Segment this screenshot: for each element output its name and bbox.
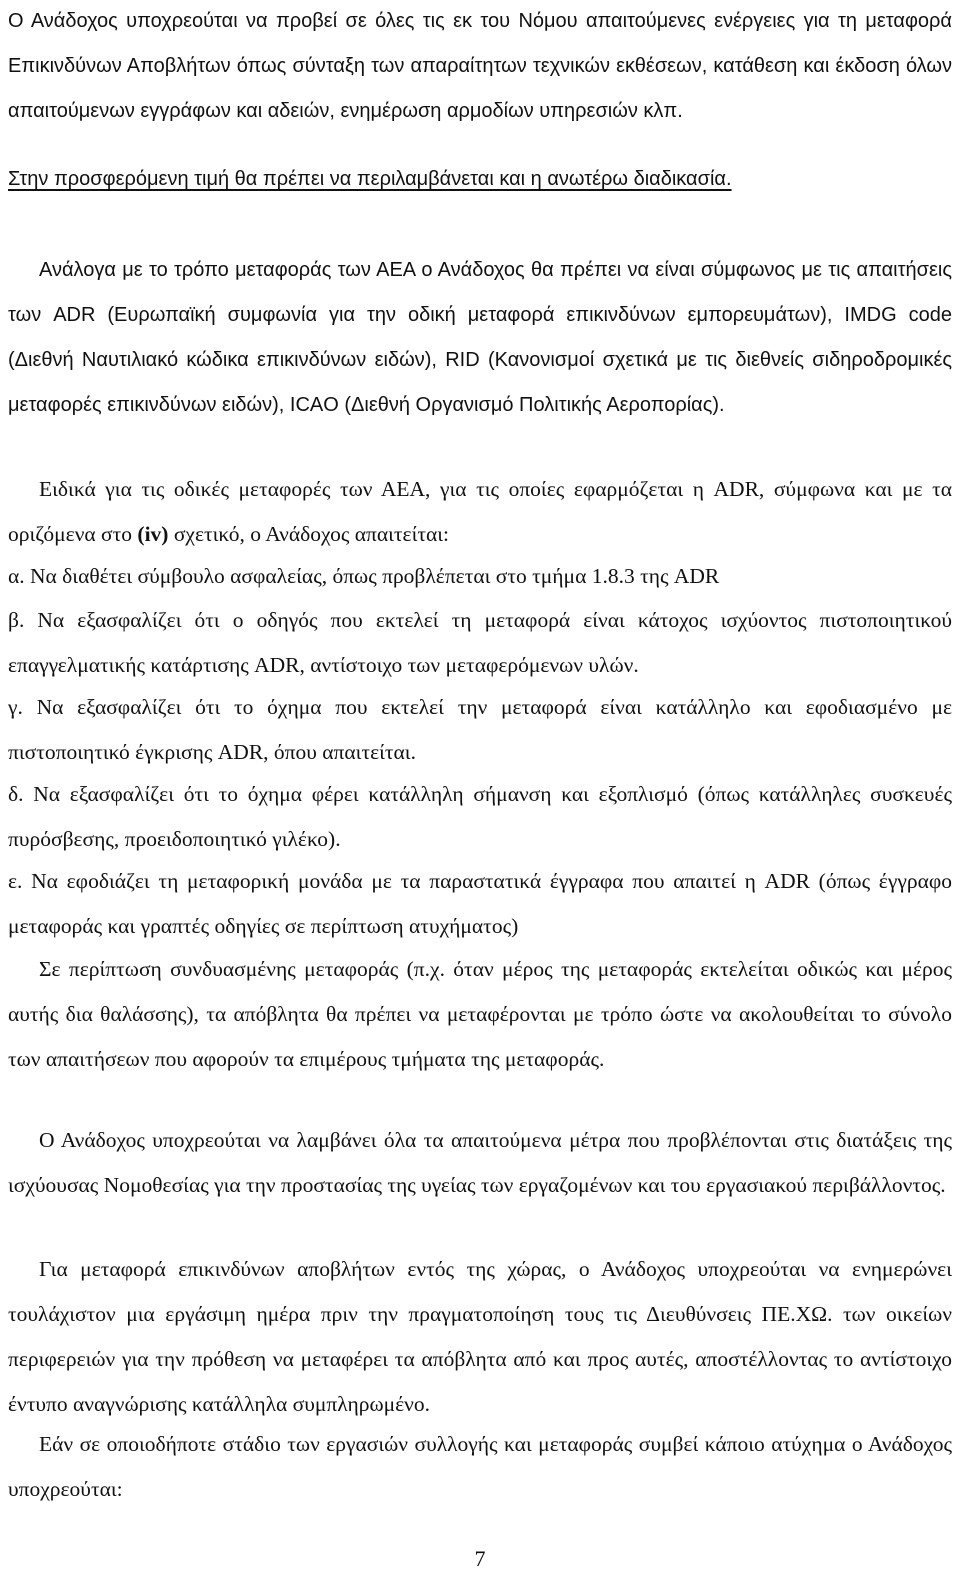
list-item-a: α. Να διαθέτει σύμβουλο ασφαλείας, όπως προβλέπεται στο τμήμα 1.8.3 της ADR xyxy=(8,564,720,588)
page-number: 7 xyxy=(474,1546,486,1571)
road-text-before: Ειδικά για τις οδικές μεταφορές των ΑΕΑ, για τις οποίες εφαρμόζεται η ADR, σύμφωνα και με τα οριζόμενα στο xyxy=(8,477,952,546)
paragraph-intro: Ο Ανάδοχος υποχρεούται να προβεί σε όλες τις εκ του Νόμου απαιτούμενες ενέργειες για τη μεταφορά Επικινδύνων Αποβλήτων όπως σύνταξη των απαραίτητων τεχνικών εκθέσεων, κατάθεση και έκδοση όλων απαιτούμενων εγγράφων και αδειών, ενημέρωση αρμοδίων υπηρεσιών κλπ. xyxy=(8,10,952,122)
list-item-e: ε. Να εφοδιάζει τη μεταφορική μονάδα με τα παραστατικά έγγραφα που απαιτεί η ADR (όπως έγγραφο μεταφοράς και γραπτές οδηγίες σε περίπτωση ατυχήματος) xyxy=(8,869,952,938)
paragraph-domestic-transport: Για μεταφορά επικινδύνων αποβλήτων εντός της χώρας, ο Ανάδοχος υποχρεούται να ενημερώνει τουλάχιστον μια εργάσιμη ημέρα πριν την πραγματοποίηση τους τις Διευθύνσεις ΠΕ.ΧΩ. των οικείων περιφερειών για την πρόθεση να μεταφέρει τα απόβλητα από και προς αυτές, αποστέλλοντας το αντίστοιχο έντυπο αναγνώρισης κατάλληλα συμπληρωμένο. xyxy=(8,1257,952,1416)
list-item-c: γ. Να εξασφαλίζει ότι το όχημα που εκτελεί την μεταφορά είναι κατάλληλο και εφοδιασμένο με πιστοποιητικό έγκρισης ADR, όπου απαιτείται. xyxy=(8,695,952,764)
paragraph-price-note: Στην προσφερόμενη τιμή θα πρέπει να περιλαμβάνεται και η ανωτέρω διαδικασία. xyxy=(8,168,732,190)
paragraph-combined-transport: Σε περίπτωση συνδυασμένης μεταφοράς (π.χ. όταν μέρος της μεταφοράς εκτελείται οδικώς και μέρος αυτής δια θαλάσσης), τα απόβλητα θα πρέπει να μεταφέρονται με τρόπο ώστε να ακολουθείται το σύνολο των απαιτήσεων που αφορούν τα επιμέρους τμήματα της μεταφοράς. xyxy=(8,957,952,1071)
road-text-after: σχετικό, ο Ανάδοχος απαιτείται: xyxy=(168,522,450,546)
paragraph-accident: Εάν σε οποιοδήποτε στάδιο των εργασιών συλλογής και μεταφοράς συμβεί κάποιο ατύχημα ο Ανάδοχος υποχρεούται: xyxy=(8,1432,952,1501)
paragraph-road-transport xyxy=(8,467,952,557)
paragraph-worker-health: Ο Ανάδοχος υποχρεούται να λαμβάνει όλα τα απαιτούμενα μέτρα που προβλέπονται στις διατάξεις της ισχύουσας Νομοθεσίας για την προστασίας της υγείας των εργαζομένων και του εργασιακού περιβάλλοντος. xyxy=(8,1128,952,1197)
reference-iv: (iv) xyxy=(137,522,169,546)
list-item-b: β. Να εξασφαλίζει ότι ο οδηγός που εκτελεί τη μεταφορά είναι κάτοχος ισχύοντος πιστοποιητικού επαγγελματικής κατάρτισης ADR, αντίστοιχο των μεταφερόμενων υλών. xyxy=(8,608,952,677)
list-item-d: δ. Να εξασφαλίζει ότι το όχημα φέρει κατάλληλη σήμανση και εξοπλισμό (όπως κατάλληλες συσκευές πυρόσβεσης, προειδοποιητικό γιλέκο). xyxy=(8,782,952,851)
paragraph-transport-regulations: Ανάλογα με το τρόπο μεταφοράς των ΑΕΑ ο Ανάδοχος θα πρέπει να είναι σύμφωνος με τις απαιτήσεις των ADR (Ευρωπαϊκή συμφωνία για την οδική μεταφορά επικινδύνων εμπορευμάτων), IMDG code (Διεθνή Ναυτιλιακό κώδικα επικινδύνων ειδών), RID (Κανονισμοί σχετικά με τις διεθνείς σιδηροδρομικές μεταφορές επικινδύνων ειδών), ICAO (Διεθνή Οργανισμό Πολιτικής Αεροπορίας). xyxy=(8,259,952,416)
